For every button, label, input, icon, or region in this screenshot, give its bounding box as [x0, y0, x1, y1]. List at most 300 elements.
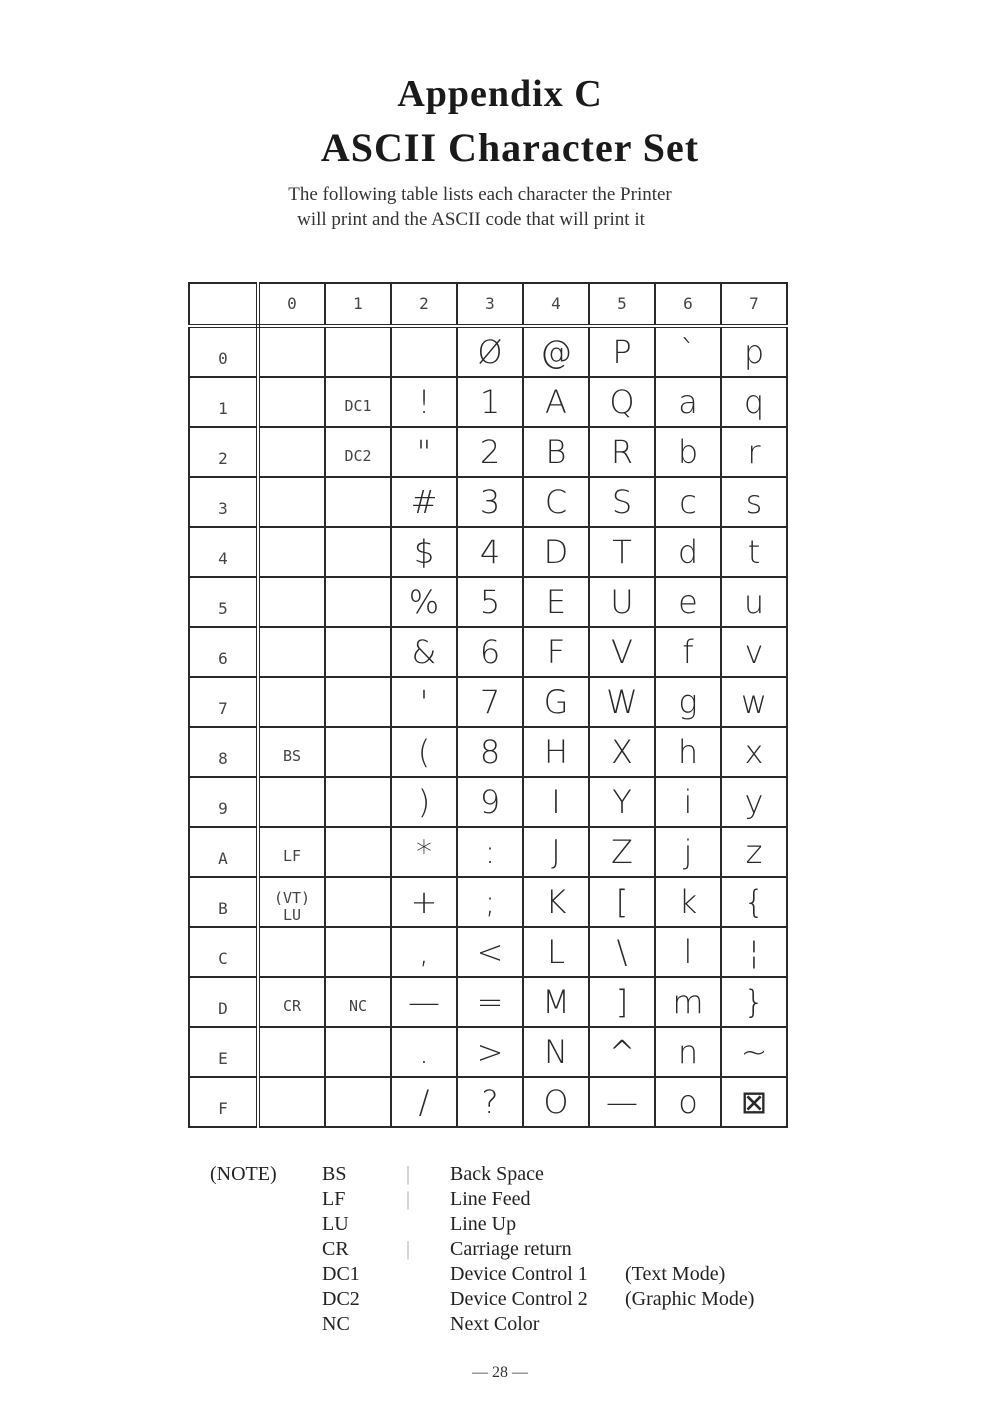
table-cell — [589, 677, 655, 727]
note-description: Carriage return — [450, 1238, 572, 1260]
note-description: Device Control 2 — [450, 1288, 588, 1310]
table-cell — [721, 877, 787, 927]
character-glyph: w — [740, 683, 768, 721]
table-cell — [457, 377, 523, 427]
character-glyph: N — [544, 1033, 568, 1071]
character-glyph: ? — [481, 1083, 499, 1121]
table-cell — [589, 1077, 655, 1127]
character-glyph: " — [416, 433, 432, 471]
character-glyph: { — [743, 883, 765, 921]
character-glyph: M — [542, 983, 570, 1021]
table-cell — [655, 377, 721, 427]
table-cell — [523, 827, 589, 877]
table-cell — [258, 877, 325, 927]
table-cell — [325, 977, 391, 1027]
table-cell — [325, 377, 391, 427]
table-row — [189, 877, 787, 927]
table-cell — [258, 377, 325, 427]
character-glyph: Y — [612, 783, 632, 821]
table-cell — [391, 1077, 457, 1127]
character-glyph: > — [476, 1033, 504, 1071]
note-description: Next Color — [450, 1313, 540, 1335]
table-row — [189, 977, 787, 1027]
table-cell — [258, 627, 325, 677]
row-header-label: 0 — [218, 349, 228, 368]
table-cell — [457, 1077, 523, 1127]
table-cell — [391, 1027, 457, 1077]
note-mode: (Graphic Mode) — [625, 1288, 755, 1310]
character-glyph: & — [411, 633, 437, 671]
table-cell — [655, 527, 721, 577]
table-header-row — [189, 283, 787, 326]
table-cell — [457, 427, 523, 477]
note-abbreviation: NC — [322, 1313, 350, 1335]
row-header — [189, 577, 258, 627]
column-header-label: 1 — [353, 294, 363, 313]
character-glyph: G — [543, 683, 569, 721]
character-glyph: Z — [611, 833, 633, 871]
character-glyph: T — [612, 533, 632, 571]
table-cell — [457, 677, 523, 727]
row-header-label: 1 — [218, 399, 228, 418]
control-code-label: DC1 — [344, 397, 372, 415]
character-glyph: g — [678, 683, 698, 721]
row-header-label: B — [218, 899, 228, 918]
row-header-label: 6 — [218, 649, 228, 668]
table-cell — [258, 827, 325, 877]
row-header — [189, 677, 258, 727]
table-cell — [721, 1077, 787, 1127]
table-row — [189, 677, 787, 727]
table-cell — [325, 427, 391, 477]
note-heading: (NOTE) — [210, 1163, 277, 1185]
table-cell — [523, 477, 589, 527]
table-cell — [523, 977, 589, 1027]
character-glyph: Q — [609, 383, 635, 421]
table-cell — [589, 527, 655, 577]
row-header-label: 4 — [218, 549, 228, 568]
character-glyph: u — [743, 583, 765, 621]
table-cell — [721, 977, 787, 1027]
character-glyph: S — [611, 483, 633, 521]
row-header — [189, 977, 258, 1027]
column-header — [523, 283, 589, 326]
table-cell — [258, 777, 325, 827]
table-cell — [655, 927, 721, 977]
row-header — [189, 1027, 258, 1077]
table-cell — [457, 577, 523, 627]
row-header-label: 5 — [218, 599, 228, 618]
table-cell — [391, 877, 457, 927]
table-cell — [721, 627, 787, 677]
character-glyph: l — [683, 933, 693, 971]
table-cell — [589, 627, 655, 677]
character-glyph: ¦ — [748, 933, 760, 971]
table-cell — [325, 927, 391, 977]
character-glyph: o — [678, 1083, 698, 1121]
table-cell — [391, 977, 457, 1027]
table-cell — [457, 877, 523, 927]
table-cell — [523, 777, 589, 827]
table-cell — [655, 977, 721, 1027]
character-glyph: x — [744, 733, 764, 771]
table-cell — [391, 326, 457, 377]
table-cell — [589, 877, 655, 927]
character-glyph: 6 — [479, 633, 501, 671]
column-header-label: 2 — [419, 294, 429, 313]
table-cell — [391, 527, 457, 577]
table-cell — [523, 1027, 589, 1077]
character-glyph: ) — [417, 783, 431, 821]
character-glyph: ; — [484, 883, 496, 921]
character-glyph: D — [543, 533, 569, 571]
table-cell — [523, 877, 589, 927]
table-cell — [457, 1027, 523, 1077]
character-glyph: C — [544, 483, 568, 521]
table-cell — [457, 627, 523, 677]
table-cell — [589, 777, 655, 827]
table-cell — [391, 927, 457, 977]
table-cell — [523, 377, 589, 427]
table-cell — [325, 527, 391, 577]
column-header — [391, 283, 457, 326]
table-cell — [523, 427, 589, 477]
table-cell — [457, 527, 523, 577]
table-cell — [655, 577, 721, 627]
table-row — [189, 777, 787, 827]
character-glyph: 8 — [479, 733, 501, 771]
character-glyph: z — [745, 833, 763, 871]
column-header-label: 5 — [617, 294, 627, 313]
table-cell — [721, 677, 787, 727]
character-glyph: ] — [615, 983, 629, 1021]
character-glyph: 1 — [479, 383, 501, 421]
character-glyph: t — [747, 533, 761, 571]
row-header-label: 7 — [218, 699, 228, 718]
table-row — [189, 577, 787, 627]
table-row — [189, 326, 787, 377]
table-cell — [325, 627, 391, 677]
character-glyph: R — [610, 433, 634, 471]
table-cell — [391, 577, 457, 627]
character-glyph: 2 — [479, 433, 501, 471]
row-header-label: C — [218, 949, 228, 968]
character-glyph: E — [545, 583, 567, 621]
table-cell — [391, 827, 457, 877]
row-header — [189, 727, 258, 777]
table-cell — [523, 577, 589, 627]
character-glyph: O — [543, 1083, 569, 1121]
character-glyph: * — [416, 833, 432, 871]
table-cell — [721, 727, 787, 777]
table-cell — [721, 777, 787, 827]
note-abbreviation: DC1 — [322, 1263, 360, 1285]
table-row — [189, 377, 787, 427]
table-cell — [721, 577, 787, 627]
character-glyph: n — [677, 1033, 699, 1071]
intro-text — [0, 182, 960, 232]
table-cell — [523, 1077, 589, 1127]
character-glyph: / — [418, 1083, 430, 1121]
table-cell — [258, 477, 325, 527]
character-glyph: F — [546, 633, 566, 671]
table-cell — [325, 577, 391, 627]
row-header-label: F — [218, 1099, 228, 1118]
table-cell — [655, 827, 721, 877]
table-cell — [589, 577, 655, 627]
table-cell — [258, 1027, 325, 1077]
character-glyph: . — [418, 1033, 430, 1071]
control-code-label: LF — [282, 847, 302, 865]
control-code-label: BS — [282, 747, 302, 765]
character-glyph: $ — [413, 533, 435, 571]
table-cell — [325, 827, 391, 877]
table-cell — [721, 427, 787, 477]
table-cell — [325, 1027, 391, 1077]
page-subtitle: ASCII Character Set — [320, 125, 700, 170]
character-glyph: — — [606, 1083, 638, 1121]
table-cell — [589, 727, 655, 777]
column-header — [589, 283, 655, 326]
row-header-label: 9 — [218, 799, 228, 818]
row-header — [189, 377, 258, 427]
note-separator: | — [406, 1188, 411, 1210]
table-cell — [655, 1027, 721, 1077]
character-glyph: < — [476, 933, 504, 971]
table-cell — [258, 577, 325, 627]
page-number: — 28 — — [472, 1364, 528, 1381]
table-cell — [457, 727, 523, 777]
character-glyph: h — [677, 733, 699, 771]
note-abbreviation: LU — [322, 1213, 349, 1235]
note-abbreviation: BS — [322, 1163, 347, 1185]
character-glyph: f — [682, 633, 694, 671]
table-cell — [325, 677, 391, 727]
character-glyph: 4 — [479, 533, 501, 571]
table-cell — [391, 427, 457, 477]
character-glyph: K — [545, 883, 567, 921]
table-cell — [325, 727, 391, 777]
column-header — [325, 283, 391, 326]
table-cell — [457, 827, 523, 877]
table-cell — [258, 677, 325, 727]
intro-line-1: The following table lists each character the Printer — [288, 184, 672, 205]
character-glyph: q — [743, 383, 765, 421]
character-glyph: X — [611, 733, 633, 771]
row-header — [189, 427, 258, 477]
control-code-label: NC — [348, 997, 368, 1015]
table-cell — [523, 927, 589, 977]
table-cell — [589, 427, 655, 477]
table-cell — [391, 777, 457, 827]
table-cell — [258, 727, 325, 777]
character-glyph: : — [484, 833, 496, 871]
note-separator: | — [406, 1238, 411, 1260]
table-cell — [655, 477, 721, 527]
table-row — [189, 527, 787, 577]
character-glyph: ! — [417, 383, 431, 421]
character-glyph: B — [545, 433, 567, 471]
column-header-label: 3 — [485, 294, 495, 313]
column-header-label: 7 — [749, 294, 759, 313]
character-glyph: W — [606, 683, 638, 721]
note-description: Device Control 1 — [450, 1263, 588, 1285]
table-row — [189, 627, 787, 677]
column-header — [655, 283, 721, 326]
column-header-label: 4 — [551, 294, 561, 313]
table-cell — [523, 677, 589, 727]
table-row — [189, 827, 787, 877]
character-glyph: \ — [616, 933, 628, 971]
character-glyph: ⊠ — [740, 1083, 768, 1121]
note-separator: | — [406, 1163, 411, 1185]
table-cell — [258, 326, 325, 377]
character-glyph: ^ — [608, 1033, 636, 1071]
row-header — [189, 326, 258, 377]
character-glyph: I — [551, 783, 561, 821]
row-header-label: A — [218, 849, 228, 868]
table-row — [189, 477, 787, 527]
table-cell — [391, 627, 457, 677]
column-header — [457, 283, 523, 326]
column-header-label: 0 — [287, 294, 297, 313]
note-description: Line Up — [450, 1213, 517, 1235]
character-glyph: b — [677, 433, 699, 471]
character-glyph: d — [677, 533, 699, 571]
character-glyph: v — [744, 633, 764, 671]
table-cell — [523, 727, 589, 777]
table-cell — [457, 977, 523, 1027]
row-header-label: 8 — [218, 749, 228, 768]
character-glyph: % — [408, 583, 440, 621]
table-cell — [589, 827, 655, 877]
column-header — [258, 283, 325, 326]
character-glyph: H — [543, 733, 569, 771]
character-glyph: 5 — [479, 583, 501, 621]
table-row — [189, 727, 787, 777]
character-glyph: p — [743, 333, 765, 371]
table-cell — [589, 326, 655, 377]
note-description: Back Space — [450, 1163, 544, 1185]
row-header — [189, 927, 258, 977]
table-cell — [457, 777, 523, 827]
intro-line-2: will print and the ASCII code that will print it — [297, 209, 645, 230]
table-cell — [655, 427, 721, 477]
table-row — [189, 927, 787, 977]
table-cell — [721, 377, 787, 427]
row-header — [189, 477, 258, 527]
table-cell — [655, 1077, 721, 1127]
column-header — [721, 283, 787, 326]
control-code-label: (VT) LU — [273, 888, 311, 924]
table-cell — [258, 527, 325, 577]
character-glyph: i — [683, 783, 693, 821]
row-header — [189, 827, 258, 877]
character-glyph: k — [678, 883, 698, 921]
table-cell — [325, 777, 391, 827]
character-glyph: P — [612, 333, 632, 371]
table-corner-cell — [189, 283, 258, 326]
table-cell — [457, 326, 523, 377]
note-abbreviation: LF — [322, 1188, 346, 1210]
table-cell — [391, 377, 457, 427]
row-header — [189, 777, 258, 827]
table-row — [189, 427, 787, 477]
character-glyph: } — [743, 983, 765, 1021]
character-glyph: c — [679, 483, 697, 521]
table-row — [189, 1027, 787, 1077]
table-cell — [523, 627, 589, 677]
character-glyph: , — [418, 933, 430, 971]
table-cell — [721, 527, 787, 577]
table-cell — [258, 927, 325, 977]
row-header — [189, 1077, 258, 1127]
table-cell — [655, 326, 721, 377]
table-cell — [325, 1077, 391, 1127]
character-glyph: e — [678, 583, 698, 621]
character-glyph: 3 — [479, 483, 501, 521]
row-header — [189, 877, 258, 927]
character-glyph: # — [410, 483, 438, 521]
character-glyph: a — [678, 383, 698, 421]
character-glyph: = — [476, 983, 504, 1021]
column-header-label: 6 — [683, 294, 693, 313]
character-glyph: 7 — [479, 683, 501, 721]
note-mode: (Text Mode) — [625, 1263, 726, 1285]
note-abbreviation: CR — [322, 1238, 349, 1260]
character-glyph: [ — [615, 883, 629, 921]
table-cell — [721, 1027, 787, 1077]
character-glyph: j — [683, 833, 693, 871]
table-cell — [457, 927, 523, 977]
table-cell — [325, 877, 391, 927]
table-cell — [655, 627, 721, 677]
control-code-label: CR — [282, 997, 302, 1015]
table-cell — [655, 677, 721, 727]
character-glyph: — — [408, 983, 440, 1021]
table-cell — [721, 927, 787, 977]
table-cell — [589, 927, 655, 977]
character-glyph: m — [672, 983, 704, 1021]
table-cell — [589, 977, 655, 1027]
table-row — [189, 1077, 787, 1127]
table-cell — [655, 777, 721, 827]
note-description: Line Feed — [450, 1188, 531, 1210]
table-cell — [391, 677, 457, 727]
row-header-label: E — [218, 1049, 228, 1068]
table-cell — [721, 326, 787, 377]
table-cell — [457, 477, 523, 527]
table-cell — [391, 477, 457, 527]
character-glyph: ' — [419, 683, 429, 721]
row-header-label: 3 — [218, 499, 228, 518]
character-glyph: s — [745, 483, 763, 521]
table-cell — [721, 477, 787, 527]
table-cell — [258, 427, 325, 477]
character-glyph: ( — [417, 733, 431, 771]
table-cell — [655, 727, 721, 777]
table-cell — [721, 827, 787, 877]
character-glyph: V — [611, 633, 633, 671]
table-cell — [589, 377, 655, 427]
table-cell — [589, 1027, 655, 1077]
character-glyph: Ø — [477, 333, 503, 371]
row-header — [189, 627, 258, 677]
note-abbreviation: DC2 — [322, 1288, 360, 1310]
character-glyph: U — [610, 583, 634, 621]
row-header-label: 2 — [218, 449, 228, 468]
row-header-label: D — [218, 999, 228, 1018]
